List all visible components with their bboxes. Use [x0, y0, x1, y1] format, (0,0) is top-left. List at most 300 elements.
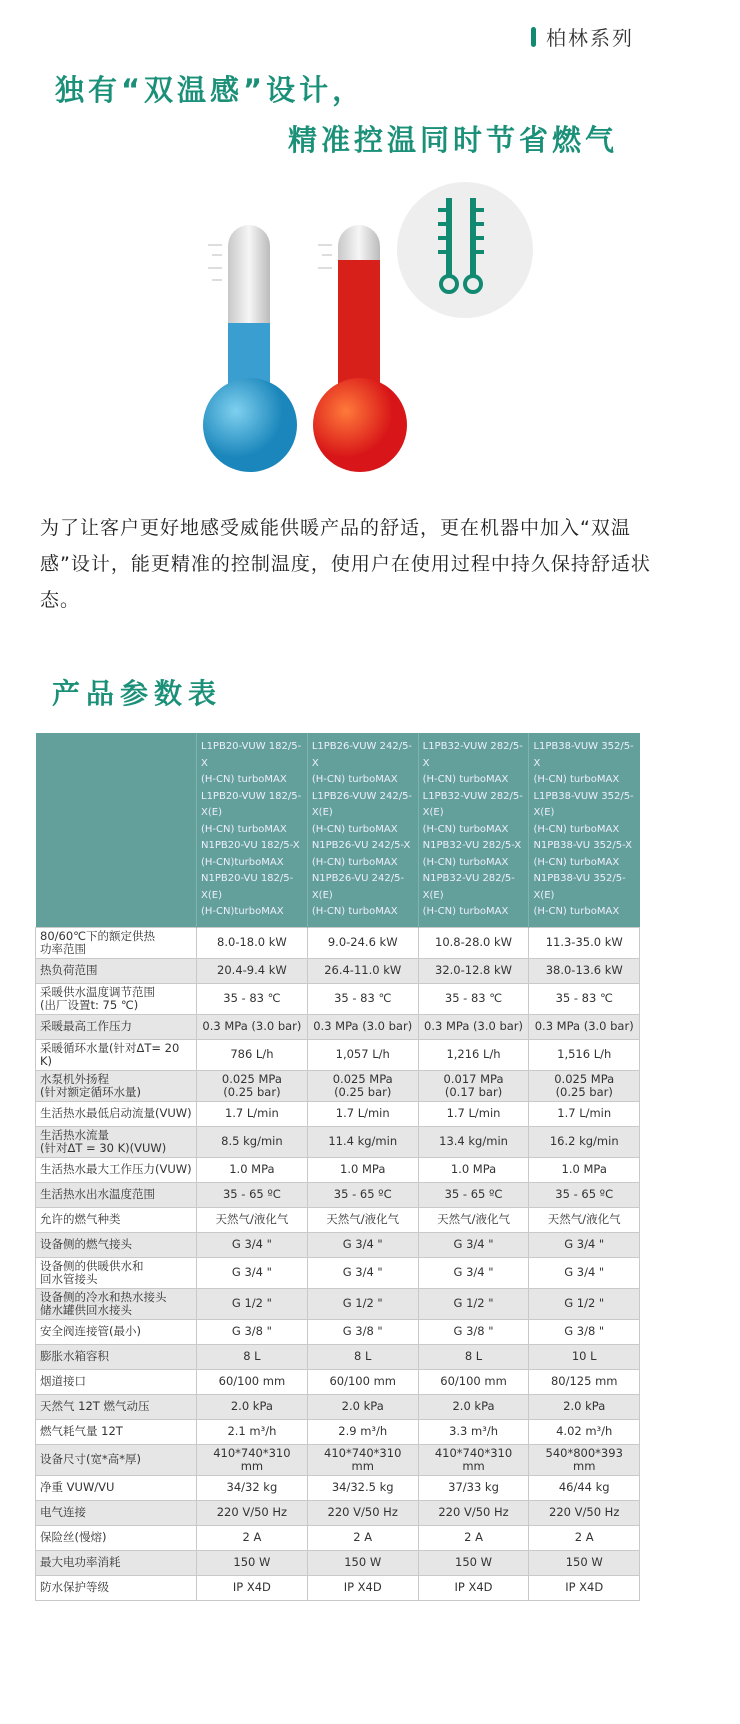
row-label [36, 1419, 197, 1444]
model-line: (H-CN) turboMAX [533, 774, 620, 785]
value-line: 8.5 kg/min [221, 1134, 283, 1148]
value-line: 0.3 MPa (3.0 bar) [202, 1019, 302, 1033]
value-line: 220 V/50 Hz [438, 1505, 509, 1519]
row-value [307, 1126, 418, 1157]
row-value [418, 1369, 529, 1394]
row-value [418, 927, 529, 958]
row-label-line: 采暖最高工作压力 [40, 1019, 132, 1033]
value-line: 540*800*393 mm [545, 1445, 623, 1473]
row-value [307, 1232, 418, 1257]
table-row [36, 1257, 640, 1288]
model-line: L1PB38-VUW 352/5-X [533, 741, 634, 769]
value-line: 20.4-9.4 kW [217, 963, 287, 977]
row-label [36, 1344, 197, 1369]
row-value [307, 1344, 418, 1369]
value-line: G 3/4 " [342, 1265, 383, 1279]
row-value [197, 1070, 308, 1101]
row-value [529, 1525, 640, 1550]
row-value [418, 1257, 529, 1288]
value-line: 37/33 kg [448, 1480, 499, 1494]
row-value [197, 983, 308, 1014]
row-value [418, 1070, 529, 1101]
row-value [529, 1550, 640, 1575]
row-label [36, 1232, 197, 1257]
thermometer-cold-icon [203, 225, 297, 472]
value-line: 1.0 MPa [229, 1162, 275, 1176]
value-line: 35 - 83 ℃ [555, 991, 613, 1005]
row-label-line: 设备侧的供暖供水和 [40, 1258, 144, 1273]
value-line: (0.25 bar) [334, 1084, 392, 1099]
row-value [197, 1344, 308, 1369]
row-label-line: 电气连接 [40, 1505, 86, 1519]
model-line: L1PB20-VUW 182/5-X(E) [201, 790, 302, 818]
row-label [36, 1157, 197, 1182]
value-line: 32.0-12.8 kW [435, 963, 513, 977]
value-line: IP X4D [565, 1580, 604, 1594]
value-line: (0.17 bar) [444, 1084, 503, 1099]
row-label-line: 燃气耗气量 12T [40, 1424, 123, 1438]
row-value [529, 1207, 640, 1232]
row-label [36, 958, 197, 983]
row-value [529, 1126, 640, 1157]
value-line: 10 L [571, 1349, 597, 1363]
row-value [307, 1207, 418, 1232]
value-line: 46/44 kg [558, 1480, 610, 1494]
table-row [36, 1288, 640, 1319]
value-line: 2.0 kPa [230, 1399, 273, 1413]
value-line: G 3/4 " [453, 1237, 494, 1251]
model-header [529, 733, 640, 927]
row-value [418, 1475, 529, 1500]
value-line: 0.025 MPa [221, 1071, 282, 1086]
model-line: N1PB38-VU 352/5-X [533, 840, 633, 851]
row-value [418, 1288, 529, 1319]
value-line: 2 A [353, 1530, 373, 1544]
row-value [307, 1039, 418, 1070]
value-line: 150 W [233, 1555, 271, 1569]
value-line: 410*740*310 mm [213, 1445, 291, 1473]
row-label-line: 最大电功率消耗 [40, 1555, 121, 1569]
model-line: (H-CN) turboMAX [422, 774, 509, 785]
value-line: 8 L [354, 1349, 372, 1363]
row-value [307, 1157, 418, 1182]
row-value [418, 1157, 529, 1182]
model-line: N1PB32-VU 282/5-X(E) [422, 873, 515, 901]
row-value [197, 1232, 308, 1257]
value-line: G 3/8 " [342, 1324, 383, 1338]
row-value [418, 1550, 529, 1575]
model-line: (H-CN) turboMAX [422, 906, 509, 917]
model-line: N1PB20-VU 182/5-X(E) [201, 873, 294, 901]
value-line: G 1/2 " [342, 1296, 383, 1310]
model-line: L1PB26-VUW 242/5-X(E) [311, 790, 413, 818]
value-line: 2.0 kPa [563, 1399, 606, 1413]
model-line: L1PB38-VUW 352/5-X(E) [533, 790, 634, 818]
row-value [197, 1525, 308, 1550]
row-value [418, 1444, 529, 1475]
model-line: N1PB32-VU 282/5-X [422, 840, 522, 851]
value-line: 220 V/50 Hz [549, 1505, 620, 1519]
row-value [307, 1101, 418, 1126]
row-label-line: 生活热水流量 [40, 1127, 109, 1142]
row-label [36, 983, 197, 1014]
table-row [36, 1232, 640, 1257]
table-row [36, 1419, 640, 1444]
table-row [36, 1039, 640, 1070]
value-line: 34/32 kg [226, 1480, 278, 1494]
row-label-line: 烟道接口 [40, 1374, 86, 1388]
value-line: 35 - 65 ºC [333, 1187, 392, 1201]
row-label-line: (针对额定循环水量) [40, 1084, 141, 1099]
value-line: 2 A [574, 1530, 594, 1544]
model-line: N1PB20-VU 182/5-X [201, 840, 300, 851]
value-line: 11.4 kg/min [328, 1134, 398, 1148]
value-line: 0.3 MPa (3.0 bar) [424, 1019, 524, 1033]
model-line: (H-CN) turboMAX [201, 823, 287, 835]
value-line: (0.25 bar) [223, 1084, 281, 1099]
table-row [36, 1319, 640, 1344]
table-row [36, 1475, 640, 1500]
row-value [529, 1157, 640, 1182]
row-value [197, 958, 308, 983]
row-value [307, 1550, 418, 1575]
value-line: 13.4 kg/min [439, 1134, 508, 1148]
value-line: 0.3 MPa (3.0 bar) [313, 1019, 413, 1033]
row-value [529, 1014, 640, 1039]
row-value [197, 1550, 308, 1575]
model-line: (H-CN) turboMAX [311, 906, 398, 917]
row-value [418, 1319, 529, 1344]
row-value [197, 1500, 308, 1525]
value-line: 1.7 L/min [335, 1106, 390, 1120]
row-label-line: 设备尺寸(宽*高*厚) [40, 1452, 141, 1466]
row-value [418, 1182, 529, 1207]
row-label-line: 热负荷范围 [40, 963, 98, 977]
table-row [36, 1182, 640, 1207]
model-header [418, 733, 529, 927]
header-blank [36, 733, 197, 927]
value-line: G 3/8 " [564, 1324, 605, 1338]
row-value [418, 1394, 529, 1419]
row-value [307, 1500, 418, 1525]
table-row [36, 1444, 640, 1475]
row-label [36, 1288, 197, 1319]
value-line: IP X4D [343, 1580, 382, 1594]
value-line: 35 - 83 ℃ [334, 991, 392, 1005]
row-label [36, 1550, 197, 1575]
model-line: (H-CN) turboMAX [533, 906, 620, 917]
value-line: 35 - 65 ºC [222, 1187, 281, 1201]
table-row [36, 1157, 640, 1182]
table-row [36, 1014, 640, 1039]
value-line: G 1/2 " [564, 1296, 605, 1310]
row-value [529, 1257, 640, 1288]
row-value [529, 1232, 640, 1257]
row-value [529, 1500, 640, 1525]
value-line: 2 A [242, 1530, 262, 1544]
row-value [529, 1319, 640, 1344]
value-line: G 1/2 " [453, 1296, 494, 1310]
table-row [36, 1126, 640, 1157]
row-value [197, 1014, 308, 1039]
row-label-line: 设备侧的冷水和热水接头 [40, 1289, 167, 1304]
value-line: 80/125 mm [550, 1374, 618, 1388]
model-line: (H-CN) turboMAX [533, 856, 620, 868]
row-value [529, 1419, 640, 1444]
accent-bar [531, 27, 536, 47]
row-label-line: 80/60℃下的额定供热 [40, 928, 156, 943]
value-line: 8.0-18.0 kW [217, 935, 287, 949]
row-value [418, 1419, 529, 1444]
row-value [307, 1319, 418, 1344]
model-header [307, 733, 418, 927]
value-line: 16.2 kg/min [549, 1134, 619, 1148]
value-line: 天然气/液化气 [437, 1212, 510, 1226]
value-line: 0.3 MPa (3.0 bar) [534, 1019, 634, 1033]
row-value [307, 1014, 418, 1039]
model-line: (H-CN) turboMAX [311, 856, 398, 868]
row-value [418, 1014, 529, 1039]
row-value [307, 1575, 418, 1600]
value-line: 60/100 mm [329, 1374, 396, 1388]
value-line: 天然气/液化气 [547, 1212, 621, 1226]
row-label [36, 1039, 197, 1070]
row-value [529, 1575, 640, 1600]
row-label [36, 1444, 197, 1475]
row-value [197, 1157, 308, 1182]
table-row [36, 1575, 640, 1600]
table-header [36, 733, 640, 927]
value-line: 2.9 m³/h [338, 1424, 388, 1438]
value-line: 2 A [464, 1530, 483, 1544]
value-line: 35 - 83 ℃ [223, 991, 281, 1005]
row-value [307, 927, 418, 958]
row-value [307, 1369, 418, 1394]
value-line: IP X4D [232, 1580, 271, 1594]
model-line: (H-CN) turboMAX [311, 774, 398, 785]
row-label [36, 1475, 197, 1500]
value-line: 1,057 L/h [335, 1047, 390, 1061]
model-line: (H-CN) turboMAX [311, 823, 398, 835]
row-value [529, 1344, 640, 1369]
row-label-line: 功率范围 [40, 941, 86, 956]
value-line: 410*740*310 mm [324, 1445, 402, 1473]
row-label [36, 1369, 197, 1394]
table-row [36, 1070, 640, 1101]
value-line: 1.7 L/min [224, 1106, 279, 1120]
row-label-line: 天然气 12T 燃气动压 [40, 1399, 150, 1413]
row-label [36, 1575, 197, 1600]
row-label-line: 安全阀连接管(最小) [40, 1324, 141, 1338]
row-value [418, 1575, 529, 1600]
row-label [36, 1101, 197, 1126]
row-value [529, 958, 640, 983]
value-line: 26.4-11.0 kW [324, 963, 402, 977]
value-line: 1.0 MPa [340, 1162, 386, 1176]
row-value [529, 1369, 640, 1394]
value-line: 35 - 65 ºC [444, 1187, 503, 1201]
table-row [36, 958, 640, 983]
value-line: 60/100 mm [218, 1374, 286, 1388]
row-value [197, 1475, 308, 1500]
row-value [418, 958, 529, 983]
row-label [36, 1394, 197, 1419]
row-label-line: 水泵机外扬程 [40, 1071, 109, 1086]
icon-circle [397, 182, 533, 318]
row-value [307, 1288, 418, 1319]
model-line: L1PB32-VUW 282/5-X(E) [422, 790, 523, 818]
row-label [36, 927, 197, 958]
value-line: 天然气/液化气 [326, 1212, 400, 1226]
value-line: 3.3 m³/h [449, 1424, 498, 1438]
row-label-line: 采暖循环水量(针对ΔT= 20 K) [40, 1040, 180, 1068]
table-row [36, 1369, 640, 1394]
description: 为了让客户更好地感受威能供暖产品的舒适，更在机器中加入“双温感”设计，能更精准的控制温度，使用户在使用过程中持久保持舒适状态。 [40, 517, 651, 611]
row-value [418, 1232, 529, 1257]
row-value [529, 1288, 640, 1319]
value-line: 8 L [243, 1349, 261, 1363]
row-value [197, 1288, 308, 1319]
table-row [36, 1525, 640, 1550]
value-line: 150 W [344, 1555, 382, 1569]
value-line: G 1/2 " [231, 1296, 272, 1310]
value-line: 34/32.5 kg [331, 1480, 394, 1494]
row-value [307, 1182, 418, 1207]
model-line: (H-CN)turboMAX [201, 856, 284, 868]
row-value [197, 1394, 308, 1419]
row-value [529, 1394, 640, 1419]
value-line: 35 - 83 ℃ [444, 991, 503, 1005]
row-label-line: 生活热水出水温度范围 [40, 1187, 155, 1201]
value-line: 1,516 L/h [557, 1047, 612, 1061]
value-line: 0.017 MPa [443, 1071, 504, 1086]
row-value [197, 1126, 308, 1157]
model-line: (H-CN) turboMAX [422, 823, 509, 835]
value-line: 11.3-35.0 kW [545, 935, 623, 949]
row-label-line: 回水管接头 [40, 1271, 98, 1286]
row-value [307, 1419, 418, 1444]
row-value [418, 1344, 529, 1369]
model-line: N1PB38-VU 352/5-X(E) [533, 873, 626, 901]
row-label-line: 允许的燃气种类 [40, 1212, 121, 1226]
value-line: 220 V/50 Hz [327, 1505, 398, 1519]
value-line: 天然气/液化气 [215, 1212, 289, 1226]
model-header [197, 733, 308, 927]
value-line: 60/100 mm [440, 1374, 507, 1388]
value-line: 2.0 kPa [452, 1399, 495, 1413]
table-row [36, 1550, 640, 1575]
row-label-line: 净重 VUW/VU [40, 1480, 115, 1494]
value-line: G 3/4 " [231, 1265, 272, 1279]
row-label [36, 1070, 197, 1101]
value-line: IP X4D [454, 1580, 493, 1594]
thermometer-hot-icon [313, 225, 407, 472]
row-value [418, 1207, 529, 1232]
model-line: N1PB26-VU 242/5-X(E) [311, 873, 405, 901]
row-label [36, 1014, 197, 1039]
row-value [529, 1475, 640, 1500]
table-row [36, 927, 640, 958]
value-line: 150 W [455, 1555, 493, 1569]
value-line: G 3/4 " [564, 1237, 605, 1251]
value-line: 1.0 MPa [561, 1162, 607, 1176]
row-value [197, 927, 308, 958]
row-value [418, 1525, 529, 1550]
value-line: 1.7 L/min [446, 1106, 501, 1120]
model-line: L1PB32-VUW 282/5-X [422, 741, 523, 769]
spec-table [35, 733, 640, 1601]
row-label-line: 设备侧的燃气接头 [40, 1237, 132, 1251]
model-line: (H-CN) turboMAX [422, 856, 509, 868]
row-value [307, 1444, 418, 1475]
row-value [307, 983, 418, 1014]
row-value [197, 1101, 308, 1126]
value-line: 9.0-24.6 kW [327, 935, 398, 949]
row-value [529, 1444, 640, 1475]
row-label-line: 防水保护等级 [40, 1580, 109, 1594]
row-value [529, 1039, 640, 1070]
row-label [36, 1319, 197, 1344]
model-line: (H-CN) turboMAX [533, 823, 620, 835]
value-line: G 3/4 " [342, 1237, 383, 1251]
table-row [36, 1500, 640, 1525]
series-text: 柏林系列 [546, 26, 634, 50]
row-label-line: 采暖供水温度调节范围 [40, 984, 155, 999]
section-title: 产品参数表 [52, 677, 223, 710]
value-line: G 3/4 " [453, 1265, 494, 1279]
value-line: 4.02 m³/h [556, 1424, 613, 1438]
row-label [36, 1182, 197, 1207]
row-label [36, 1500, 197, 1525]
row-value [529, 927, 640, 958]
row-value [418, 1500, 529, 1525]
row-label [36, 1207, 197, 1232]
table-row [36, 1394, 640, 1419]
model-line: N1PB26-VU 242/5-X [311, 840, 411, 851]
row-label-line: (针对ΔT = 30 K)(VUW) [40, 1140, 167, 1155]
row-value [197, 1575, 308, 1600]
row-value [307, 1475, 418, 1500]
row-value [197, 1207, 308, 1232]
row-value [418, 1039, 529, 1070]
row-value [307, 958, 418, 983]
row-value [529, 1101, 640, 1126]
value-line: (0.25 bar) [555, 1084, 613, 1099]
row-value [529, 1070, 640, 1101]
row-value [418, 1101, 529, 1126]
value-line: 786 L/h [230, 1047, 274, 1061]
value-line: 2.0 kPa [341, 1399, 384, 1413]
row-label [36, 1525, 197, 1550]
value-line: G 3/8 " [453, 1324, 494, 1338]
row-label-line: 膨胀水箱容积 [40, 1349, 109, 1363]
row-value [197, 1182, 308, 1207]
value-line: 38.0-13.6 kW [545, 963, 623, 977]
value-line: 8 L [464, 1349, 483, 1363]
row-value [529, 983, 640, 1014]
row-value [418, 983, 529, 1014]
model-line: L1PB26-VUW 242/5-X [311, 741, 413, 769]
row-value [197, 1419, 308, 1444]
thermometer-illustration [180, 180, 550, 480]
value-line: 10.8-28.0 kW [435, 935, 513, 949]
model-line: (H-CN)turboMAX [201, 906, 284, 917]
row-value [197, 1039, 308, 1070]
row-value [307, 1394, 418, 1419]
row-label-line: 保险丝(慢熔) [40, 1530, 107, 1544]
row-label [36, 1257, 197, 1288]
value-line: 1.0 MPa [450, 1162, 497, 1176]
